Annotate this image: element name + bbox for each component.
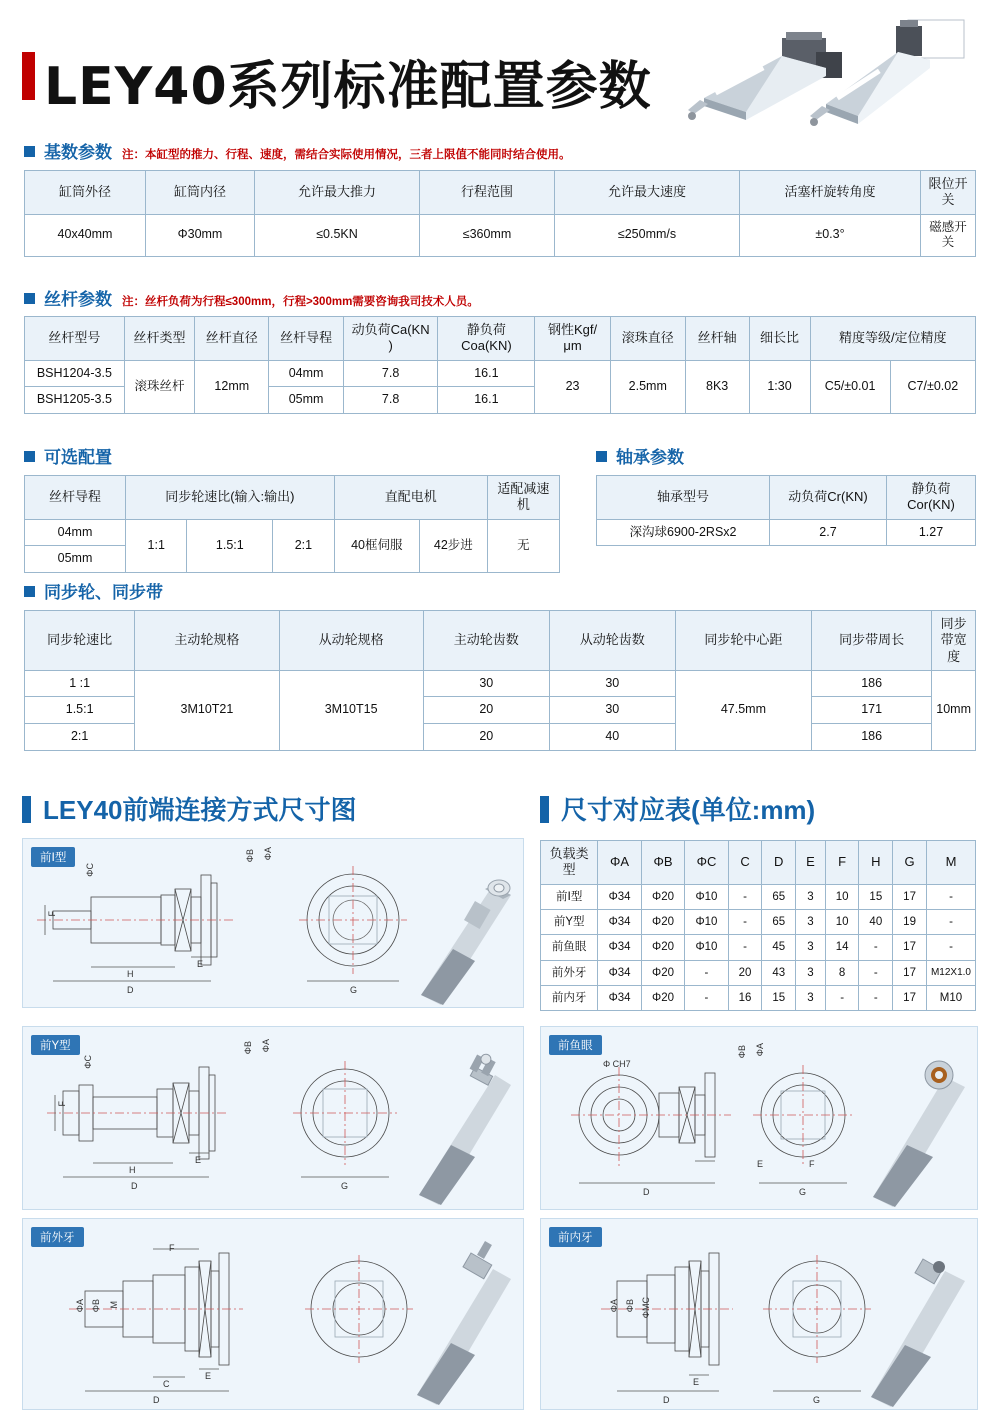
- dim-label-phiA: ΦA: [263, 847, 273, 861]
- cell: -: [728, 884, 762, 909]
- table-row: [541, 960, 976, 985]
- cell: 7.8: [343, 387, 438, 414]
- drawing-panel-front-y: [22, 1026, 524, 1210]
- cell: BSH1204-3.5: [25, 360, 125, 387]
- dim-label-D: D: [663, 1395, 670, 1405]
- table-row: [25, 214, 976, 256]
- accent-bar: [540, 796, 549, 823]
- col-header: 从动轮齿数: [549, 611, 675, 671]
- cell: -: [728, 935, 762, 960]
- cell: 45: [762, 935, 796, 960]
- table-row-header: [597, 476, 976, 520]
- cell: -: [859, 986, 893, 1011]
- dim-label-H: H: [127, 969, 134, 979]
- col-header: 活塞杆旋转角度: [740, 171, 921, 215]
- cell: 10: [825, 884, 859, 909]
- cell: 20: [728, 960, 762, 985]
- dim-label-phiA: ΦA: [609, 1299, 619, 1313]
- drawing-front-i: [23, 839, 523, 1007]
- col-header: 丝杆类型: [124, 317, 194, 361]
- cell: 30: [423, 670, 549, 697]
- cell: Φ20: [641, 960, 684, 985]
- col-header: 轴承型号: [597, 476, 770, 520]
- section-heading-dim-table: 尺寸对应表(单位:mm): [540, 790, 815, 827]
- section-heading-belt: 同步轮、同步带: [24, 578, 163, 603]
- col-header: 丝杆导程: [25, 476, 126, 520]
- panel-tag: 前外牙: [31, 1227, 84, 1247]
- table-row-header: [25, 171, 976, 215]
- cell: 186: [812, 724, 932, 751]
- table-row-header: [541, 841, 976, 885]
- cell: 16: [728, 986, 762, 1011]
- cell: 16.1: [438, 387, 535, 414]
- col-header: C: [728, 841, 762, 885]
- cell: Φ20: [641, 935, 684, 960]
- title-accent-bar: [22, 52, 35, 100]
- dim-label-G: G: [799, 1187, 807, 1197]
- table-row-header: [25, 611, 976, 671]
- dim-label-F: F: [47, 911, 57, 917]
- cell: 05mm: [25, 546, 126, 573]
- dim-label-D: D: [127, 985, 134, 995]
- col-header: ΦC: [685, 841, 728, 885]
- cell: ≤0.5KN: [255, 214, 420, 256]
- cell: 10: [825, 909, 859, 934]
- cell: 40: [859, 909, 893, 934]
- dim-label-G: G: [813, 1395, 821, 1405]
- panel-tag: 前Y型: [31, 1035, 80, 1055]
- cell: 深沟球6900-2RSx2: [597, 519, 770, 546]
- col-header: 钢性Kgf/μm: [535, 317, 610, 361]
- drawing-panel-front-female-thread: [540, 1218, 978, 1410]
- cell: 2.7: [770, 519, 887, 546]
- cell: 8K3: [685, 360, 749, 413]
- cell: 滚珠丝杆: [124, 360, 194, 413]
- table-row-header: [25, 476, 560, 520]
- dim-label-phiMC: ΦMC: [641, 1297, 651, 1319]
- cell: -: [685, 986, 728, 1011]
- table-row: [25, 360, 976, 387]
- cell: 65: [762, 884, 796, 909]
- cell: ±0.3°: [740, 214, 921, 256]
- table-row: [25, 519, 560, 546]
- dim-label-F: F: [809, 1159, 815, 1169]
- cell: 15: [762, 986, 796, 1011]
- cell: 1.5:1: [25, 697, 135, 724]
- col-header: 动负荷Ca(KN ): [343, 317, 438, 361]
- cell: M12X1.0: [926, 960, 975, 985]
- table-optional-config: [24, 475, 560, 573]
- cell: 15: [859, 884, 893, 909]
- cell: Φ34: [598, 935, 641, 960]
- cell: Φ30mm: [146, 214, 255, 256]
- col-header: 主动轮规格: [135, 611, 279, 671]
- cell: 17: [893, 986, 927, 1011]
- cell: 04mm: [269, 360, 343, 387]
- dim-label-H: H: [129, 1165, 136, 1175]
- cell: -: [859, 960, 893, 985]
- cell: 47.5mm: [675, 670, 811, 750]
- dim-label-phiB: ΦB: [625, 1299, 635, 1313]
- drawing-panel-front-fisheye: [540, 1026, 978, 1210]
- col-header: 丝杆导程: [269, 317, 343, 361]
- table-base-params: [24, 170, 976, 257]
- cell: Φ34: [598, 909, 641, 934]
- cell: 8: [825, 960, 859, 985]
- cell: 43: [762, 960, 796, 985]
- col-header: 从动轮规格: [279, 611, 423, 671]
- dim-label-phiC: ΦC: [85, 863, 95, 877]
- col-header: 同步轮中心距: [675, 611, 811, 671]
- dim-label-E: E: [205, 1371, 212, 1381]
- dim-label-C: C: [163, 1379, 170, 1389]
- cell: 19: [893, 909, 927, 934]
- panel-tag: 前内牙: [549, 1227, 602, 1247]
- dim-label-phiB: ΦB: [91, 1299, 101, 1313]
- col-header: E: [796, 841, 826, 885]
- section-heading-screw: 丝杆参数 注：丝杆负荷为行程≤300mm，行程>300mm需要咨询我司技术人员。: [24, 285, 479, 310]
- col-header: 精度等级/定位精度: [810, 317, 975, 361]
- dim-label-phiA: ΦA: [75, 1299, 85, 1313]
- table-row: [597, 519, 976, 546]
- cell: 17: [893, 935, 927, 960]
- dim-label-F: F: [169, 1243, 175, 1253]
- product-illustration: [686, 12, 986, 142]
- col-header: 缸筒内径: [146, 171, 255, 215]
- dim-label-phiB: ΦB: [243, 1041, 253, 1055]
- cell: ≤360mm: [420, 214, 555, 256]
- col-header: 主动轮齿数: [423, 611, 549, 671]
- col-header: G: [893, 841, 927, 885]
- col-header: 滚珠直径: [610, 317, 685, 361]
- page-title: LEY40系列标准配置参数: [44, 57, 652, 117]
- col-header: 静负荷Coa(KN): [438, 317, 535, 361]
- cell: Φ34: [598, 986, 641, 1011]
- drawing-panel-front-i: [22, 838, 524, 1008]
- cell: 1 :1: [25, 670, 135, 697]
- cell: 前鱼眼: [541, 935, 598, 960]
- cell: 186: [812, 670, 932, 697]
- cell: 1.27: [887, 519, 976, 546]
- col-header: 适配减速机: [487, 476, 559, 520]
- cell: 14: [825, 935, 859, 960]
- cell: 7.8: [343, 360, 438, 387]
- dim-label-phiA: ΦA: [755, 1043, 765, 1057]
- drawing-front-male-thread: [23, 1219, 523, 1409]
- cell: 17: [893, 884, 927, 909]
- cell: 3: [796, 884, 826, 909]
- cell: 2:1: [273, 519, 334, 572]
- cell: -: [859, 935, 893, 960]
- cell: Φ34: [598, 884, 641, 909]
- table-row: [25, 670, 976, 697]
- section-heading-bearing: 轴承参数: [596, 443, 684, 468]
- panel-tag: 前Ⅰ型: [31, 847, 75, 867]
- col-header: ΦB: [641, 841, 684, 885]
- table-dimensions: [540, 840, 976, 1011]
- table-row: [541, 909, 976, 934]
- cell: Φ10: [685, 909, 728, 934]
- drawing-front-y: [23, 1027, 523, 1209]
- cell: 23: [535, 360, 610, 413]
- col-header: 行程范围: [420, 171, 555, 215]
- col-header: F: [825, 841, 859, 885]
- dim-label-E: E: [757, 1159, 764, 1169]
- cell: 171: [812, 697, 932, 724]
- dim-label-F: F: [57, 1101, 67, 1107]
- col-header: 允许最大推力: [255, 171, 420, 215]
- cell: 16.1: [438, 360, 535, 387]
- table-screw-params: [24, 316, 976, 414]
- dim-label-D: D: [643, 1187, 650, 1197]
- col-header: 丝杆轴: [685, 317, 749, 361]
- cell: Φ20: [641, 884, 684, 909]
- dim-label-phiC: ΦC: [83, 1055, 93, 1069]
- col-header: 负载类型: [541, 841, 598, 885]
- table-belt-params: [24, 610, 976, 751]
- table-row-header: [25, 317, 976, 361]
- section-heading-base: 基数参数 注：本缸型的推力、行程、速度，需结合实际使用情况，三者上限值不能同时结合使用。: [24, 138, 571, 163]
- cell: 1.5:1: [187, 519, 273, 572]
- cell: Φ10: [685, 884, 728, 909]
- cell: -: [728, 909, 762, 934]
- cell: 04mm: [25, 519, 126, 546]
- cell: 30: [549, 670, 675, 697]
- cell: 1:1: [126, 519, 187, 572]
- cell: 1:30: [749, 360, 810, 413]
- cell: 前内牙: [541, 986, 598, 1011]
- cell: 磁感开关: [921, 214, 976, 256]
- dim-label-G: G: [341, 1181, 349, 1191]
- col-header: 直配电机: [334, 476, 487, 520]
- cell: 20: [423, 724, 549, 751]
- cell: Φ20: [641, 909, 684, 934]
- cell: 40: [549, 724, 675, 751]
- col-header: 细长比: [749, 317, 810, 361]
- cell: M10: [926, 986, 975, 1011]
- cell: 前Y型: [541, 909, 598, 934]
- cell: C5/±0.01: [810, 360, 890, 413]
- cell: ≤250mm/s: [555, 214, 740, 256]
- cell: 42步进: [419, 519, 487, 572]
- cell: 65: [762, 909, 796, 934]
- cell: -: [825, 986, 859, 1011]
- col-header: 同步带周长: [812, 611, 932, 671]
- screw-note: 注：丝杆负荷为行程≤300mm，行程>300mm需要咨询我司技术人员。: [122, 296, 479, 308]
- cell: 12mm: [195, 360, 269, 413]
- cell: 3M10T15: [279, 670, 423, 750]
- dim-label-D: D: [131, 1181, 138, 1191]
- col-header: 限位开关: [921, 171, 976, 215]
- cell: 2.5mm: [610, 360, 685, 413]
- dim-label-E: E: [693, 1377, 700, 1387]
- section-heading-front-dim-drawings: LEY40前端连接方式尺寸图: [22, 790, 357, 827]
- cell: -: [926, 935, 975, 960]
- cell: Φ10: [685, 935, 728, 960]
- cell: 30: [549, 697, 675, 724]
- dim-label-M: M: [109, 1301, 119, 1309]
- col-header: 丝杆直径: [195, 317, 269, 361]
- cell: 3: [796, 935, 826, 960]
- col-header: 同步轮速比(输入:输出): [126, 476, 335, 520]
- dim-label-phiB: ΦB: [245, 849, 255, 863]
- dim-label-E: E: [195, 1155, 202, 1165]
- bullet-square-icon: [24, 451, 35, 462]
- dim-label-E: E: [197, 959, 204, 969]
- dim-label-D: D: [153, 1395, 160, 1405]
- table-row: [541, 986, 976, 1011]
- cell: -: [926, 909, 975, 934]
- title-block: [0, 34, 1000, 124]
- cell: 前Ⅰ型: [541, 884, 598, 909]
- cell: 17: [893, 960, 927, 985]
- cell: 3M10T21: [135, 670, 279, 750]
- bullet-square-icon: [24, 293, 35, 304]
- col-header: 静负荷Cor(KN): [887, 476, 976, 520]
- cell: -: [926, 884, 975, 909]
- col-header: 缸筒外径: [25, 171, 146, 215]
- bullet-square-icon: [24, 586, 35, 597]
- cell: 40x40mm: [25, 214, 146, 256]
- col-header: 允许最大速度: [555, 171, 740, 215]
- col-header: 丝杆型号: [25, 317, 125, 361]
- cell: Φ34: [598, 960, 641, 985]
- cell: 05mm: [269, 387, 343, 414]
- cell: Φ20: [641, 986, 684, 1011]
- cell: 10mm: [932, 670, 976, 750]
- bullet-square-icon: [596, 451, 607, 462]
- cell: 3: [796, 909, 826, 934]
- cell: 3: [796, 960, 826, 985]
- bullet-square-icon: [24, 146, 35, 157]
- cell: 3: [796, 986, 826, 1011]
- drawing-panel-front-male-thread: [22, 1218, 524, 1410]
- cell: 20: [423, 697, 549, 724]
- col-header: M: [926, 841, 975, 885]
- col-header: 同步带宽度: [932, 611, 976, 671]
- col-header: H: [859, 841, 893, 885]
- dim-label-phiB: ΦB: [737, 1045, 747, 1059]
- col-header: ΦA: [598, 841, 641, 885]
- base-note: 注：本缸型的推力、行程、速度，需结合实际使用情况，三者上限值不能同时结合使用。: [122, 149, 571, 161]
- cell: 2:1: [25, 724, 135, 751]
- accent-bar: [22, 796, 31, 823]
- col-header: 动负荷Cr(KN): [770, 476, 887, 520]
- cell: 40框伺服: [334, 519, 419, 572]
- dim-label-phiCH7: Φ CH7: [603, 1059, 631, 1069]
- col-header: 同步轮速比: [25, 611, 135, 671]
- panel-tag: 前鱼眼: [549, 1035, 602, 1055]
- cell: 前外牙: [541, 960, 598, 985]
- table-row: [541, 935, 976, 960]
- table-row: [541, 884, 976, 909]
- cell: -: [685, 960, 728, 985]
- drawing-front-female-thread: [541, 1219, 977, 1409]
- cell: C7/±0.02: [890, 360, 975, 413]
- dim-label-phiA: ΦA: [261, 1039, 271, 1053]
- section-heading-optional: 可选配置: [24, 443, 112, 468]
- table-bearing-params: [596, 475, 976, 546]
- col-header: D: [762, 841, 796, 885]
- cell: 无: [487, 519, 559, 572]
- dim-label-G: G: [350, 985, 358, 995]
- cell: BSH1205-3.5: [25, 387, 125, 414]
